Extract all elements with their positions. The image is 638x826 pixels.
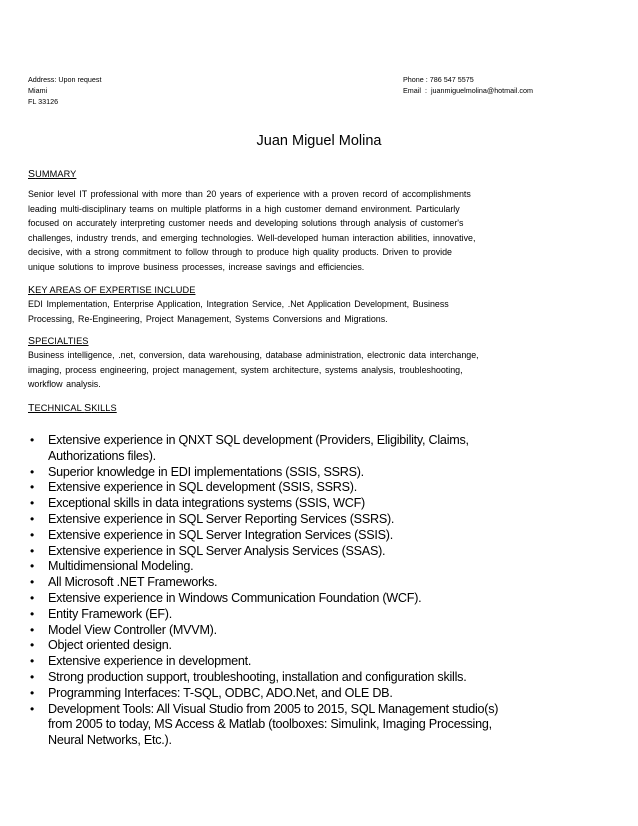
skill-text: Programming Interfaces: T-SQL, ODBC, ADO.Net, and OLE DB. <box>48 685 393 700</box>
skill-list-item <box>30 496 550 512</box>
skill-list-item <box>30 623 550 639</box>
skill-text: Exceptional skills in data integrations systems (SSIS, WCF) <box>48 496 365 511</box>
skill-text: Model View Controller (MVVM). <box>48 622 217 637</box>
skill-text: Development Tools: All Visual Studio from 2005 to 2015, SQL Management studio(s) from 2005 to today, MS Access & Matlab (toolboxes: Simulink, Imaging Processing, Neural Networks, Etc.). <box>48 701 499 748</box>
bullet-icon: • <box>30 590 34 605</box>
skill-list-item <box>30 465 550 481</box>
skill-list-item <box>30 433 550 465</box>
bullet-icon: • <box>30 511 34 526</box>
phone-text: Phone : 786 547 5575 <box>403 75 474 84</box>
skill-text: Superior knowledge in EDI implementations (SSIS, SSRS). <box>48 464 364 479</box>
technical-skills-section <box>28 402 545 414</box>
skill-list-item <box>30 480 550 496</box>
expertise-line: Processing, Re-Engineering, Project Management, Systems Conversions and Migrations. <box>28 313 388 324</box>
summary-line: challenges, industry trends, and emerging technologies. Well-developed human interaction abilities, innovative, <box>28 232 476 243</box>
skill-list-item <box>30 559 550 575</box>
specialties-text <box>28 348 545 392</box>
skill-text: Extensive experience in SQL Server Integration Services (SSIS). <box>48 527 393 542</box>
skill-list-item <box>30 654 550 670</box>
summary-line: leading multi-disciplinary teams on multiple platforms in a high customer demand environment. Particularly <box>28 203 460 214</box>
specialties-line: Business intelligence, .net, conversion, data warehousing, database administration, electronic data interchange, <box>28 350 479 360</box>
bullet-icon: • <box>30 701 34 716</box>
summary-line: Senior level IT professional with more than 20 years of experience with a proven record of accomplishments <box>28 189 471 199</box>
skill-list-item <box>30 607 550 623</box>
bullet-icon: • <box>30 464 34 479</box>
bullet-icon: • <box>30 622 34 637</box>
address-city: Miami <box>28 86 48 95</box>
email-text: Email : juanmiguelmolina@hotmail.com <box>403 86 533 95</box>
skill-list-item <box>30 686 550 702</box>
skill-text: Object oriented design. <box>48 638 172 653</box>
skill-text: Extensive experience in QNXT SQL development (Providers, Eligibility, Claims, Authorizations files). <box>48 433 469 463</box>
bullet-icon: • <box>30 433 34 447</box>
skill-text: Multidimensional Modeling. <box>48 559 194 574</box>
skill-list-item <box>30 528 550 544</box>
bullet-icon: • <box>30 638 34 653</box>
skill-text: All Microsoft .NET Frameworks. <box>48 575 218 590</box>
bullet-icon: • <box>30 606 34 621</box>
skill-text: Strong production support, troubleshooting, installation and configuration skills. <box>48 669 467 684</box>
summary-section <box>28 168 545 275</box>
address-label: Address: Upon request <box>28 75 102 84</box>
skill-list-item <box>30 702 550 749</box>
skill-text: Entity Framework (EF). <box>48 606 172 621</box>
bullet-icon: • <box>30 685 34 700</box>
summary-heading: SUMMARY <box>28 168 77 180</box>
summary-line: focused on accurately interpreting customer needs and developing solutions through analysis of customer's <box>28 218 464 229</box>
bullet-icon: • <box>30 496 34 511</box>
expertise-line: EDI Implementation, Enterprise Application, Integration Service, .Net Application Development, Business <box>28 299 449 309</box>
specialties-line: imaging, process engineering, project management, system architecture, systems analysis, troubleshooting, <box>28 364 463 375</box>
skill-text: Extensive experience in SQL development (SSIS, SSRS). <box>48 480 357 495</box>
bullet-icon: • <box>30 575 34 590</box>
summary-text <box>28 187 545 275</box>
skill-list-item <box>30 670 550 686</box>
summary-line: decisive, with a strong commitment to follow through to produce high quality products. Driven to provide <box>28 247 452 258</box>
skill-list-item <box>30 638 550 654</box>
skill-text: Extensive experience in development. <box>48 654 252 669</box>
skill-list-item <box>30 575 550 591</box>
bullet-icon: • <box>30 543 34 558</box>
technical-skills-heading: TECHNICAL SKILLS <box>28 402 117 414</box>
specialties-section <box>28 335 545 392</box>
skill-text: Extensive experience in Windows Communication Foundation (WCF). <box>48 590 422 605</box>
contact-address-block <box>28 74 102 107</box>
bullet-icon: • <box>30 559 34 574</box>
skill-list-item <box>30 544 550 560</box>
bullet-icon: • <box>30 527 34 542</box>
skill-text: Extensive experience in SQL Server Reporting Services (SSRS). <box>48 511 395 526</box>
contact-info-block <box>403 74 533 96</box>
bullet-icon: • <box>30 480 34 495</box>
skill-text: Extensive experience in SQL Server Analysis Services (SSAS). <box>48 543 386 558</box>
skill-list-item <box>30 591 550 607</box>
candidate-name: Juan Miguel Molina <box>256 133 382 149</box>
address-state-zip: FL 33126 <box>28 97 59 106</box>
expertise-text <box>28 297 545 326</box>
technical-skills-list <box>30 433 550 749</box>
expertise-section <box>28 284 545 326</box>
bullet-icon: • <box>30 669 34 684</box>
specialties-heading: SPECIALTIES <box>28 335 89 347</box>
expertise-heading: KEY AREAS OF EXPERTISE INCLUDE <box>28 284 196 296</box>
bullet-icon: • <box>30 654 34 669</box>
summary-line: unique solutions to improve business processes, increase savings and efficiencies. <box>28 261 365 272</box>
specialties-line: workflow analysis. <box>28 379 101 390</box>
skill-list-item <box>30 512 550 528</box>
